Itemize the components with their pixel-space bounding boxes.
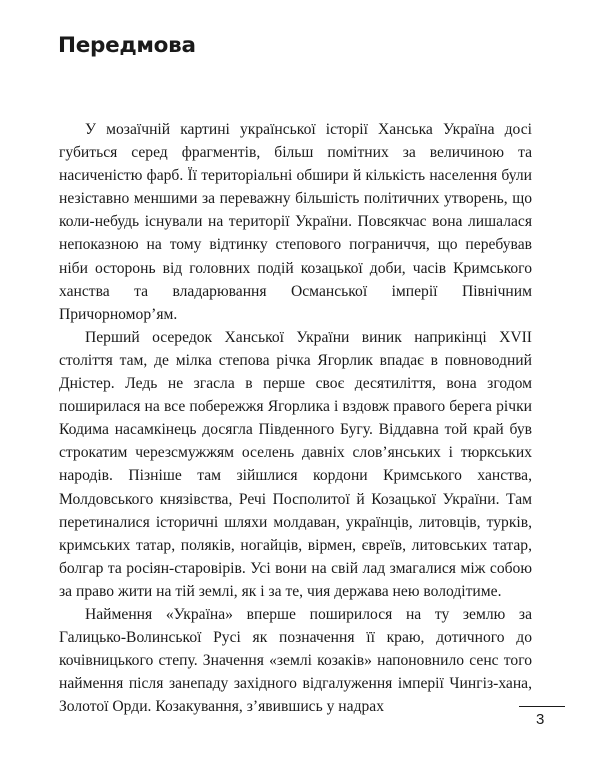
paragraph: Наймення «Україна» вперше поширилося на ту землю за Галицько-Волинської Русі як позначення її краю, дотичного до кочівницького степу. Значення «землі козаків» напоновнило сенс того наймення після занепаду західного відгалуження імперії Чингіз-хана, Золотої Орди. Козакування, з’явившись у надрах <box>59 605 532 716</box>
body-text <box>59 118 532 718</box>
page-title: Передмова <box>58 33 196 58</box>
paragraph: Перший осередок Ханської України виник наприкінці XVII століття там, де мілка степова річка Ягорлик впадає в повноводний Дністер. Ледь не згасла в перше своє десятиліття, вона згодом поширилася на все побережжя Ягорлика і вздовж правого берега річки Кодима насамкінець досягла Південного Бугу. Віддавна той край був строкатим черезсмужжям оселень давніх слов’янських і тюркських народів. Пізніше там зійшлися кордони Кримського ханства, Молдовського князівства, Речі Посполитої й Козацької України. Там перетиналися історичні шляхи молдаван, українців, литовців, турків, кримських татар, поляків, ногайців, вірмен, євреїв, литовських татар, болгар та росіян-старовірів. Усі вони на свій лад змагалися між собою за право жити на тій землі, як і за те, чия держава нею володітиме. <box>59 328 532 600</box>
footer-rule <box>519 706 565 707</box>
page-number: 3 <box>536 711 545 728</box>
paragraph: У мозаїчній картині української історії Ханська Україна досі губиться серед фрагментів, більш помітних за величиною та насиченістю фарб. Її територіальні обшири й кількість населення були незіставно меншими за переважну більшість політичних утворень, що коли-небудь існували на території України. Повсякчас вона лишалася непоказною на тому відтинку степового пограниччя, що перебував ніби осторонь від головних подій козацької доби, часів Кримського ханства та владарювання Османської імперії Північним Причорномор’ям. <box>59 121 532 323</box>
